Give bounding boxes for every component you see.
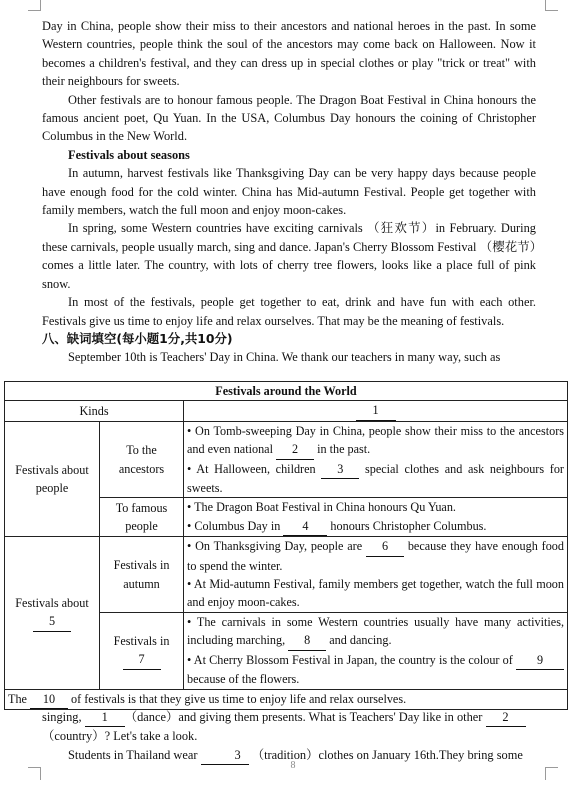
bottom-line-3: Students in Thailand wear 3 （tradition）clothes on January 16th.They bring some [42, 746, 536, 765]
passage-paragraph-1: Day in China, people show their miss to their ancestors and national heroes in the past. In some Western countries, people think the soul of the ancestors may come back on Halloween. Now it becomes a children's festival, and they can dress up in special clothes or play "trick or treat" with their neighbours for sweets. [42, 19, 536, 89]
section-8-title: 八、缺词填空(每小题1分,共10分) [42, 330, 233, 346]
table-row-autumn [5, 537, 568, 613]
ancestors-line-1: • On Tomb-sweeping Day in China, people show their miss to the ancestors and even national 2 in the past. [187, 422, 564, 460]
table-title-row [5, 382, 568, 401]
crop-mark-top-left [28, 0, 41, 11]
kinds-cell [184, 401, 568, 421]
blank-4: 4 [283, 517, 327, 536]
bottom-line-2: （country）? Let's take a look. [42, 729, 198, 744]
page-number: 8 [290, 760, 296, 771]
passage-paragraph-5: In most of the festivals, people get together to eat, drink and have fun with each other. Festivals give us time to enjoy life and relax ourselves. That may be the meaning of festivals. [42, 295, 536, 328]
festivals-in-cell [100, 612, 184, 689]
blank-7: 7 [123, 650, 161, 669]
famous-label: To famous people [100, 498, 184, 537]
ancestors-cell [184, 421, 568, 498]
blank-9: 9 [516, 651, 564, 670]
bottom-blank-1: 1 [85, 708, 125, 727]
autumn-line-2: • At Mid-autumn Festival, family members get together, watch the full moon and enjoy moon-cakes. [187, 577, 564, 610]
blank-2: 2 [276, 440, 314, 459]
people-label: Festivals about people [5, 421, 100, 536]
passage-paragraph-3: In autumn, harvest festivals like Thanksgiving Day can be very happy days because people have enough food for the cold winter. China has Mid-autumn Festival. People get together with family members, watch the full moon and enjoy moon-cakes. [42, 166, 536, 218]
section-8-intro: September 10th is Teachers' Day in China. We thank our teachers in many way, such as [68, 350, 501, 365]
famous-line-2: • Columbus Day in 4 honours Christopher Columbus. [187, 517, 564, 536]
table-title: Festivals around the World [5, 382, 568, 401]
ancestors-line-2: • At Halloween, children 3 special clothes and ask neighbours for sweets. [187, 461, 564, 496]
autumn-line-1: • On Thanksgiving Day, people are 6 because they have enough food to spend the winter. [187, 539, 564, 573]
festivals-table [4, 381, 568, 710]
famous-line-1: • The Dragon Boat Festival in China honours Qu Yuan. [187, 500, 456, 515]
table-footer: The 10 of festivals is that they give us time to enjoy life and relax ourselves. [5, 689, 568, 709]
famous-cell [184, 498, 568, 537]
passage-paragraph-4: In spring, some Western countries have exciting carnivals （狂欢节）in February. During these carnivals, people usually march, sing and dance. Japan's Cherry Blossom Festival （樱花节）comes a little later. The country, with lots of cherry tree flowers, looks like a place full of pink snow. [42, 221, 536, 291]
seasons-cell [5, 537, 100, 689]
bottom-blank-2: 2 [486, 708, 526, 727]
bottom-line-1: singing, 1 （dance）and giving them presents. What is Teachers' Day like in other 2 [42, 708, 536, 727]
kinds-label: Kinds [5, 401, 184, 421]
passage-paragraph-2: Other festivals are to honour famous people. The Dragon Boat Festival in China honours the famous ancient poet, Qu Yuan. In the USA, Columbus Day honours the coining of Christopher Columbus in the New World. [42, 92, 536, 144]
passage-heading-seasons: Festivals about seasons [68, 147, 190, 162]
spring-line-2: • At Cherry Blossom Festival in Japan, the country is the colour of 9 because of the flowers. [187, 651, 564, 689]
seasons-label: Festivals about [15, 595, 89, 610]
festivals-in-label: Festivals in [113, 633, 170, 648]
blank-5: 5 [33, 612, 71, 631]
passage [42, 17, 536, 367]
autumn-label: Festivals in autumn [100, 537, 184, 613]
autumn-cell [184, 537, 568, 613]
blank-1: 1 [356, 401, 396, 420]
table-row-kinds [5, 401, 568, 421]
blank-8: 8 [288, 631, 326, 650]
ancestors-label: To the ancestors [100, 421, 184, 498]
table-row-ancestors [5, 421, 568, 498]
blank-6: 6 [366, 537, 404, 556]
spring-line-1: • The carnivals in some Western countries usually have many activities, including marching, 8 and dancing. [187, 613, 564, 651]
table-footer-row [5, 689, 568, 709]
blank-10: 10 [30, 690, 68, 709]
blank-3: 3 [321, 460, 359, 479]
bottom-passage [42, 708, 536, 765]
crop-mark-top-right [545, 0, 558, 11]
bottom-blank-3: 3 [201, 746, 249, 765]
spring-cell [184, 612, 568, 689]
